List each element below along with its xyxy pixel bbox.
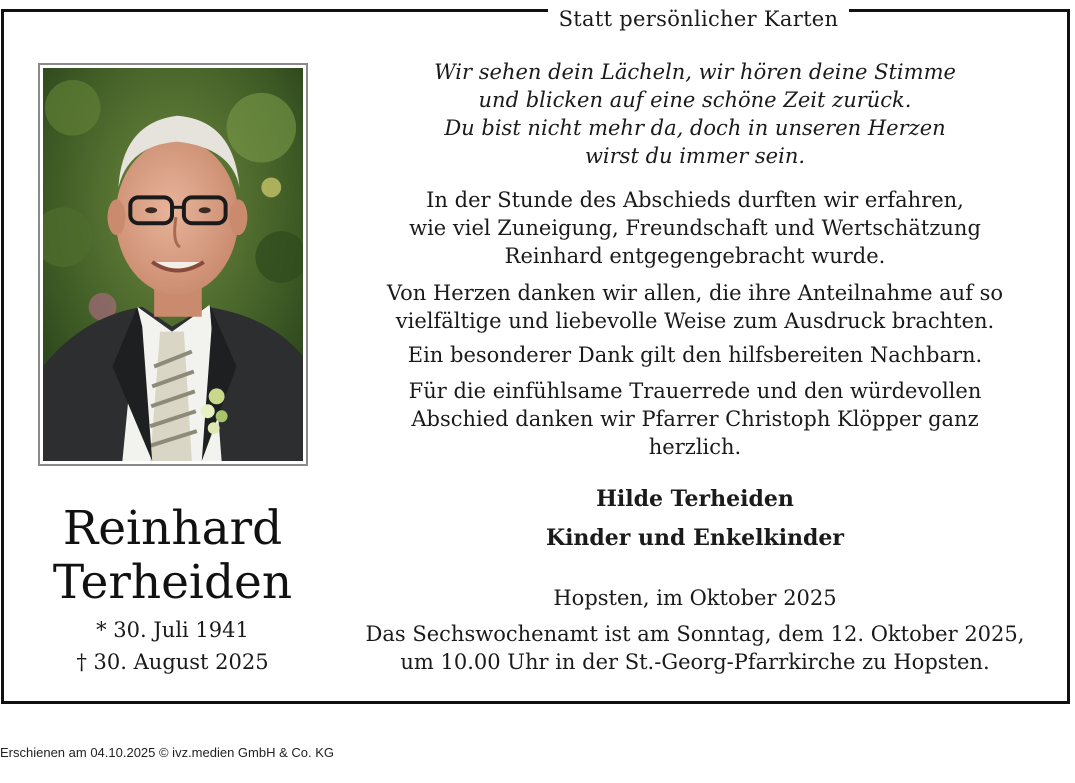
memorial-verse <box>345 58 1045 170</box>
deceased-last-name: Terheiden <box>52 555 293 610</box>
portrait-photo <box>38 63 308 466</box>
verse-line: Wir sehen dein Lächeln, wir hören deine Stimme <box>434 60 956 84</box>
paragraph-line: In der Stunde des Abschieds durften wir erfahren, <box>426 188 964 212</box>
paragraph-neighbors <box>345 341 1045 369</box>
death-date: † 30. August 2025 <box>76 650 269 674</box>
signature-family: Kinder und Enkelkinder <box>545 525 845 551</box>
paragraph-line: vielfältige und liebevolle Weise zum Ausdruck brachten. <box>395 309 995 333</box>
notice-line: um 10.00 Uhr in der St.-Georg-Pfarrkirche zu Hopsten. <box>400 650 990 674</box>
signature-spouse: Hilde Terheiden <box>596 486 794 512</box>
verse-line: wirst du immer sein. <box>584 144 806 168</box>
paragraph-line: Für die einfühlsame Trauerrede und den würdevollen <box>408 379 982 403</box>
birth-date: * 30. Juli 1941 <box>96 618 249 642</box>
verse-line: Du bist nicht mehr da, doch in unseren Herzen <box>444 116 946 140</box>
paragraph-pastor <box>345 377 1045 461</box>
header-title: Statt persönlicher Karten <box>548 7 850 31</box>
paragraph-farewell <box>345 186 1045 270</box>
paragraph-line: herzlich. <box>648 435 742 459</box>
place-date: Hopsten, im Oktober 2025 <box>553 586 837 610</box>
publication-footer: Erschienen am 04.10.2025 © ivz.medien GmbH & Co. KG <box>0 745 335 760</box>
paragraph-line: Von Herzen danken wir allen, die ihre Anteilnahme auf so <box>386 281 1004 305</box>
paragraph-thanks <box>345 279 1045 335</box>
paragraph-line: Abschied danken wir Pfarrer Christoph Klöpper ganz <box>411 407 979 431</box>
paragraph-line: wie viel Zuneigung, Freundschaft und Wertschätzung <box>409 216 981 240</box>
verse-line: und blicken auf eine schöne Zeit zurück. <box>478 88 912 112</box>
frame-title <box>4 8 1075 30</box>
paragraph-line: Reinhard entgegengebracht wurde. <box>504 244 886 268</box>
notice-line: Das Sechswochenamt ist am Sonntag, dem 12. Oktober 2025, <box>365 622 1025 646</box>
service-notice <box>345 620 1045 676</box>
deceased-first-name: Reinhard <box>62 501 283 556</box>
paragraph-line: Ein besonderer Dank gilt den hilfsbereiten Nachbarn. <box>407 343 983 367</box>
portrait-image <box>43 68 303 461</box>
